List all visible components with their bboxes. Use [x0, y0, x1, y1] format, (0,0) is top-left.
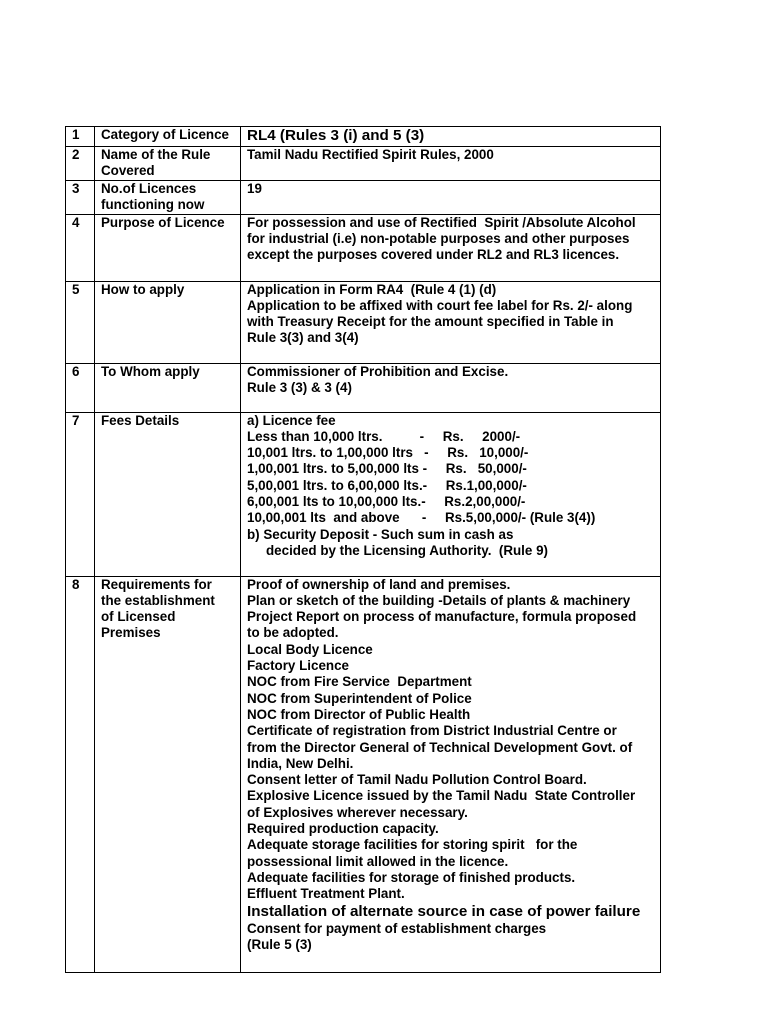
row-value: Proof of ownership of land and premises. Plan or sketch of the building -Details of plants & machinery Project Report on process of manufacture, formula proposed to be adopted. Local Body Licence Factory Licence NOC from Fire Service Department NOC from Superintendent of Police NOC from Director of Public Health Certificate of registration from District Industrial Centre or from the Director General of Technical Development Govt. of India, New Delhi. Consent letter of Tamil Nadu Pollution Control Board. Explosive Licence issued by the Tamil Nadu State Controller of Explosives wherever necessary. Required production capacity. Adequate storage facilities for storing spirit for the possessional limit allowed in the licence. Adequate facilities for storage of finished products. Effluent Treatment Plant. Installation of alternate source in case of power failure Consent for payment of establishment charges (Rule 5 (3) — [241, 576, 661, 972]
row-label: How to apply — [95, 281, 241, 363]
table-row — [66, 412, 661, 576]
table-row — [66, 214, 661, 281]
row-label: Name of the Rule Covered — [95, 147, 241, 181]
row-label: Fees Details — [95, 412, 241, 576]
table-row — [66, 147, 661, 181]
row-value: 19 — [241, 181, 661, 215]
licence-details-table — [65, 126, 661, 973]
table-row — [66, 181, 661, 215]
row-label: Purpose of Licence — [95, 214, 241, 281]
table-row — [66, 363, 661, 412]
licence-category-title: RL4 (Rules 3 (i) and 5 (3) — [247, 127, 425, 144]
row-value: Application in Form RA4 (Rule 4 (1) (d) Application to be affixed with court fee label for Rs. 2/- along with Treasury Receipt for the amount specified in Table in Rule 3(3) and 3(4) — [241, 281, 661, 363]
row-number: 5 — [66, 281, 95, 363]
row-label: No.of Licences functioning now — [95, 181, 241, 215]
row-number: 6 — [66, 363, 95, 412]
row-number: 1 — [66, 127, 95, 147]
row-number: 3 — [66, 181, 95, 215]
table-row — [66, 127, 661, 147]
row-number: 8 — [66, 576, 95, 972]
row-label: Category of Licence — [95, 127, 241, 147]
row-number: 7 — [66, 412, 95, 576]
row-label: Requirements for the establishment of Licensed Premises — [95, 576, 241, 972]
table-row — [66, 281, 661, 363]
row-value: Commissioner of Prohibition and Excise. Rule 3 (3) & 3 (4) — [241, 363, 661, 412]
table-row — [66, 576, 661, 972]
row-value — [241, 127, 661, 147]
row-value: Tamil Nadu Rectified Spirit Rules, 2000 — [241, 147, 661, 181]
row-number: 2 — [66, 147, 95, 181]
row-number: 4 — [66, 214, 95, 281]
row-value: For possession and use of Rectified Spirit /Absolute Alcohol for industrial (i.e) non-potable purposes and other purposes except the purposes covered under RL2 and RL3 licences. — [241, 214, 661, 281]
row-value: a) Licence fee Less than 10,000 ltrs. - Rs. 2000/- 10,001 ltrs. to 1,00,000 ltrs - Rs. 10,000/- 1,00,001 ltrs. to 5,00,000 lts - Rs. 50,000/- 5,00,001 ltrs. to 6,00,000 lts.- Rs.1,00,000/- 6,00,001 lts to 10,00,000 lts.- Rs.2,00,000/- 10,00,001 lts and above - Rs.5,00,000/- (Rule 3(4)) b) Security Deposit - Such sum in cash as decided by the Licensing Authority. (Rule 9) — [241, 412, 661, 576]
row-label: To Whom apply — [95, 363, 241, 412]
